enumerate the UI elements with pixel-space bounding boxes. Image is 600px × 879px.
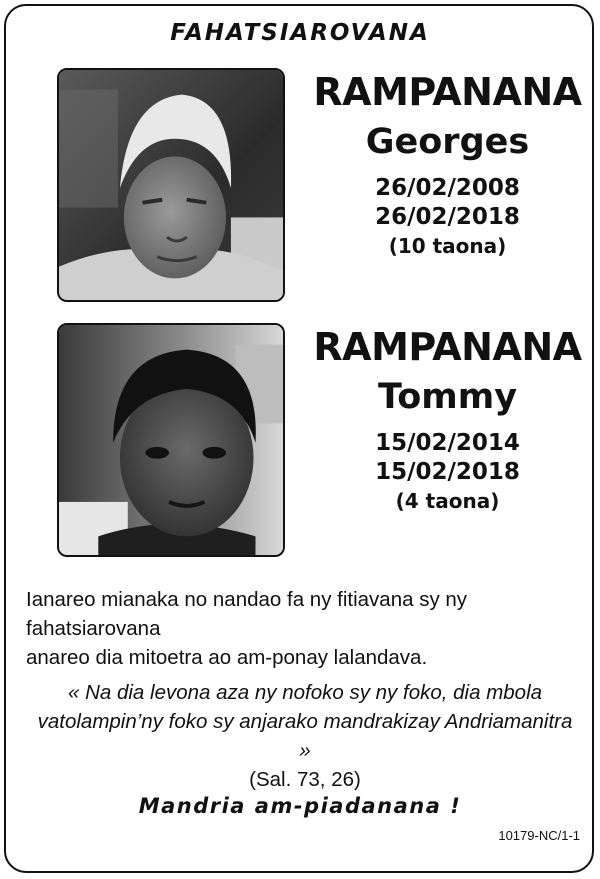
memorial-message (26, 585, 586, 672)
portrait-image (59, 325, 283, 555)
age: (4 taona) (395, 489, 500, 513)
reference-code: 10179-NC/1-1 (498, 828, 580, 843)
age: (10 taona) (388, 234, 507, 258)
firstname: Georges (365, 122, 530, 162)
message-line: Ianareo mianaka no nandao fa ny fitiavana sy ny fahatsiarovana (26, 588, 468, 640)
person-georges (305, 70, 590, 260)
message-line: anareo dia mitoetra ao am-ponay lalandava. (26, 646, 428, 669)
person-tommy (305, 325, 590, 515)
photo-georges (57, 68, 285, 302)
firstname: Tommy (377, 377, 518, 417)
scripture-quote (30, 678, 580, 794)
quote-line: vatolampin’ny foko sy anjarako mandrakizay Andriamanitra » (37, 710, 573, 762)
quote-reference: (Sal. 73, 26) (249, 768, 361, 791)
closing-phrase: Mandria am-piadanana ! (138, 794, 462, 818)
surname: RAMPANANA (313, 325, 582, 369)
page-title: FAHATSIAROVANA (170, 20, 430, 46)
surname: RAMPANANA (313, 70, 582, 114)
date-end: 15/02/2018 (375, 459, 520, 485)
portrait-image (59, 70, 283, 300)
quote-line: « Na dia levona aza ny nofoko sy ny foko, dia mbola (67, 681, 543, 704)
date-end: 26/02/2018 (375, 204, 520, 230)
date-start: 26/02/2008 (375, 175, 520, 201)
photo-tommy (57, 323, 285, 557)
date-start: 15/02/2014 (375, 430, 520, 456)
